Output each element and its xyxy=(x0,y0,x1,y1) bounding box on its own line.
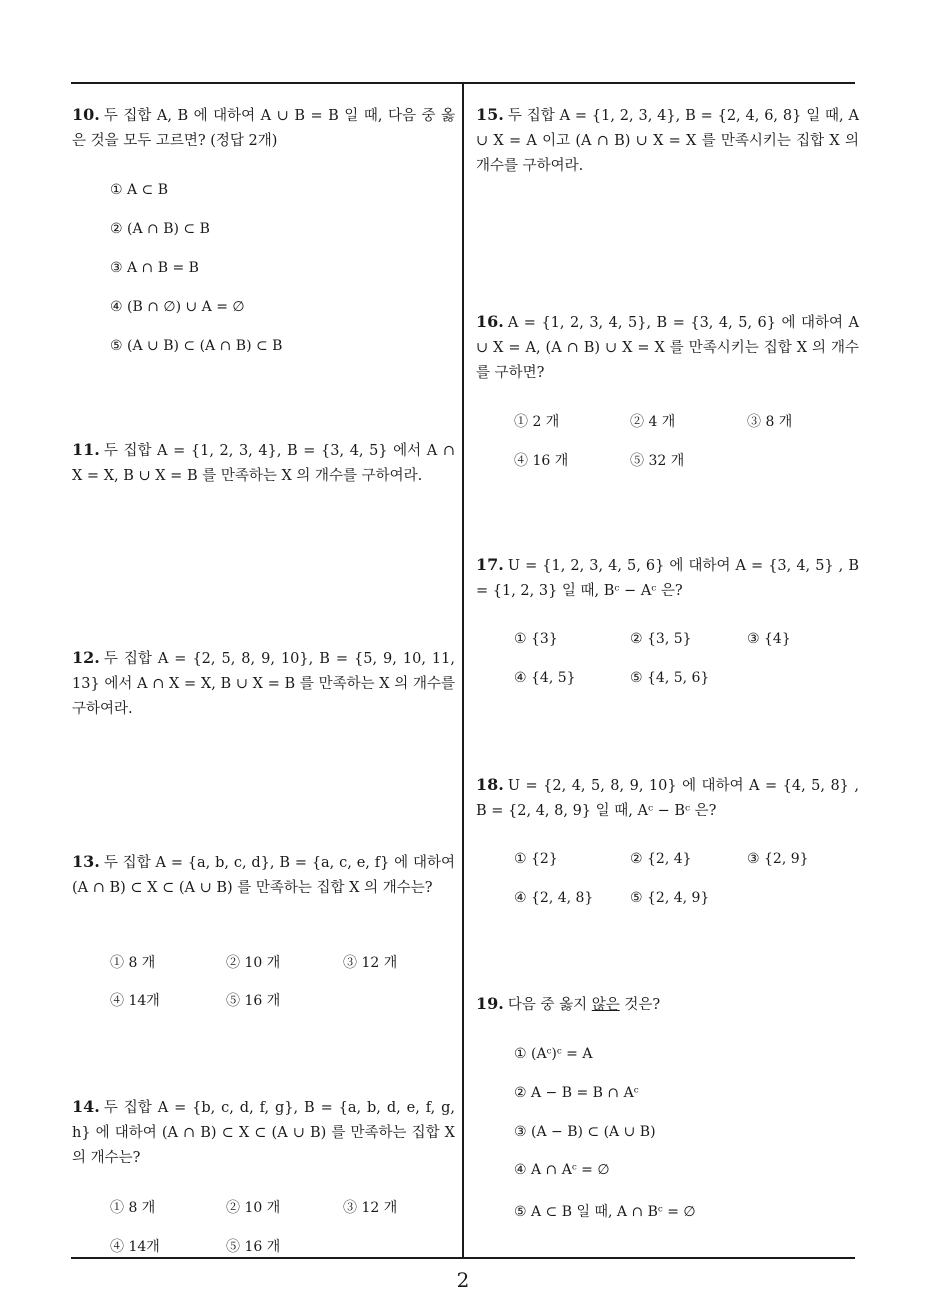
problem-text-end: 것은? xyxy=(619,997,661,1013)
bottom-rule xyxy=(71,1257,855,1259)
problem-text: 두 집합 A = {b, c, d, f, g}, B = {a, b, d, e, f, g, h} 에 대하여 (A ∩ B) ⊂ X ⊂ (A ∪ B) 를 만족하는 집합 X 의 개수는? xyxy=(72,1100,455,1166)
choice[interactable]: ④ A ∩ Aᶜ = ∅ xyxy=(514,1162,610,1178)
choice[interactable]: ① A ⊂ B xyxy=(110,182,169,198)
choice[interactable]: ⑤ {4, 5, 6} xyxy=(630,670,710,686)
choice[interactable]: ② 10 개 xyxy=(226,955,281,971)
underlined-word: 않은 xyxy=(591,997,620,1013)
choice[interactable]: ① 2 개 xyxy=(514,414,560,430)
choice[interactable]: ③ {2, 9} xyxy=(747,851,809,867)
problem-text: 두 집합 A = {2, 5, 8, 9, 10}, B = {5, 9, 10, 11, 13} 에서 A ∩ X = X, B ∪ X = B 를 만족하는 X 의 개수를 구하여라. xyxy=(72,651,455,717)
choice[interactable]: ② 10 개 xyxy=(226,1200,281,1216)
choice[interactable]: ③ 12 개 xyxy=(343,955,398,971)
choice[interactable]: ④ 16 개 xyxy=(514,453,569,469)
problem-text: U = {2, 4, 5, 8, 9, 10} 에 대하여 A = {4, 5, 8} , B = {2, 4, 8, 9} 일 때, Aᶜ − Bᶜ 은? xyxy=(476,778,859,819)
problem-number: 15. xyxy=(476,105,504,124)
problem-number: 12. xyxy=(72,648,100,667)
column-divider xyxy=(462,83,464,1258)
choice[interactable]: ③ (A − B) ⊂ (A ∪ B) xyxy=(514,1124,656,1140)
choice[interactable]: ① (Aᶜ)ᶜ = A xyxy=(514,1046,593,1062)
choice[interactable]: ③ 8 개 xyxy=(747,414,793,430)
choice[interactable]: ① {3} xyxy=(514,631,558,647)
choice[interactable]: ② {3, 5} xyxy=(630,631,692,647)
choice[interactable]: ⑤ 16 개 xyxy=(226,993,281,1009)
problem-number: 13. xyxy=(72,852,100,871)
problem-number: 16. xyxy=(476,312,504,331)
problem-number: 17. xyxy=(476,555,504,574)
choice[interactable]: ① 8 개 xyxy=(110,955,156,971)
problem-number: 14. xyxy=(72,1097,100,1116)
choice[interactable]: ④ {2, 4, 8} xyxy=(514,890,594,906)
choice[interactable]: ⑤ A ⊂ B 일 때, A ∩ Bᶜ = ∅ xyxy=(514,1204,696,1220)
choice[interactable]: ① {2} xyxy=(514,851,558,867)
problem-text: 두 집합 A = {1, 2, 3, 4}, B = {2, 4, 6, 8} 일 때, A ∪ X = A 이고 (A ∩ B) ∪ X = X 를 만족시키는 집합 X 의 개수를 구하여라. xyxy=(476,108,859,174)
problem-text: 두 집합 A, B 에 대하여 A ∪ B = B 일 때, 다음 중 옳은 것을 모두 고르면? (정답 2개) xyxy=(72,108,455,149)
problem-text: A = {1, 2, 3, 4, 5}, B = {3, 4, 5, 6} 에 대하여 A ∪ X = A, (A ∩ B) ∪ X = X 를 만족시키는 집합 X 의 개수를 구하면? xyxy=(476,315,859,381)
problem-number: 11. xyxy=(72,440,100,459)
choice[interactable]: ⑤ (A ∪ B) ⊂ (A ∩ B) ⊂ B xyxy=(110,338,283,354)
choice[interactable]: ③ A ∩ B = B xyxy=(110,260,199,276)
problem-number: 10. xyxy=(72,105,100,124)
choice[interactable]: ③ {4} xyxy=(747,631,791,647)
choice[interactable]: ④ {4, 5} xyxy=(514,670,576,686)
choice[interactable]: ④ 14개 xyxy=(110,1239,160,1255)
problem-text: U = {1, 2, 3, 4, 5, 6} 에 대하여 A = {3, 4, 5} , B = {1, 2, 3} 일 때, Bᶜ − Aᶜ 은? xyxy=(476,558,859,599)
choice[interactable]: ② 4 개 xyxy=(630,414,676,430)
page-number: 2 xyxy=(456,1268,470,1292)
choice[interactable]: ③ 12 개 xyxy=(343,1200,398,1216)
problem-number: 19. xyxy=(476,994,504,1013)
choice[interactable]: ① 8 개 xyxy=(110,1200,156,1216)
problem-text: 다음 중 옳지 xyxy=(507,997,592,1013)
choice[interactable]: ② A − B = B ∩ Aᶜ xyxy=(514,1085,639,1101)
problem-number: 18. xyxy=(476,775,504,794)
choice[interactable]: ⑤ {2, 4, 9} xyxy=(630,890,710,906)
problem-text: 두 집합 A = {a, b, c, d}, B = {a, c, e, f} 에 대하여 (A ∩ B) ⊂ X ⊂ (A ∪ B) 를 만족하는 집합 X 의 개수는? xyxy=(72,855,455,896)
choice[interactable]: ② (A ∩ B) ⊂ B xyxy=(110,221,210,237)
choice[interactable]: ② {2, 4} xyxy=(630,851,692,867)
choice[interactable]: ⑤ 32 개 xyxy=(630,453,685,469)
problem-text: 두 집합 A = {1, 2, 3, 4}, B = {3, 4, 5} 에서 A ∩ X = X, B ∪ X = B 를 만족하는 X 의 개수를 구하여라. xyxy=(72,443,455,484)
choice[interactable]: ④ 14개 xyxy=(110,993,160,1009)
choice[interactable]: ⑤ 16 개 xyxy=(226,1239,281,1255)
choice[interactable]: ④ (B ∩ ∅) ∪ A = ∅ xyxy=(110,299,245,315)
